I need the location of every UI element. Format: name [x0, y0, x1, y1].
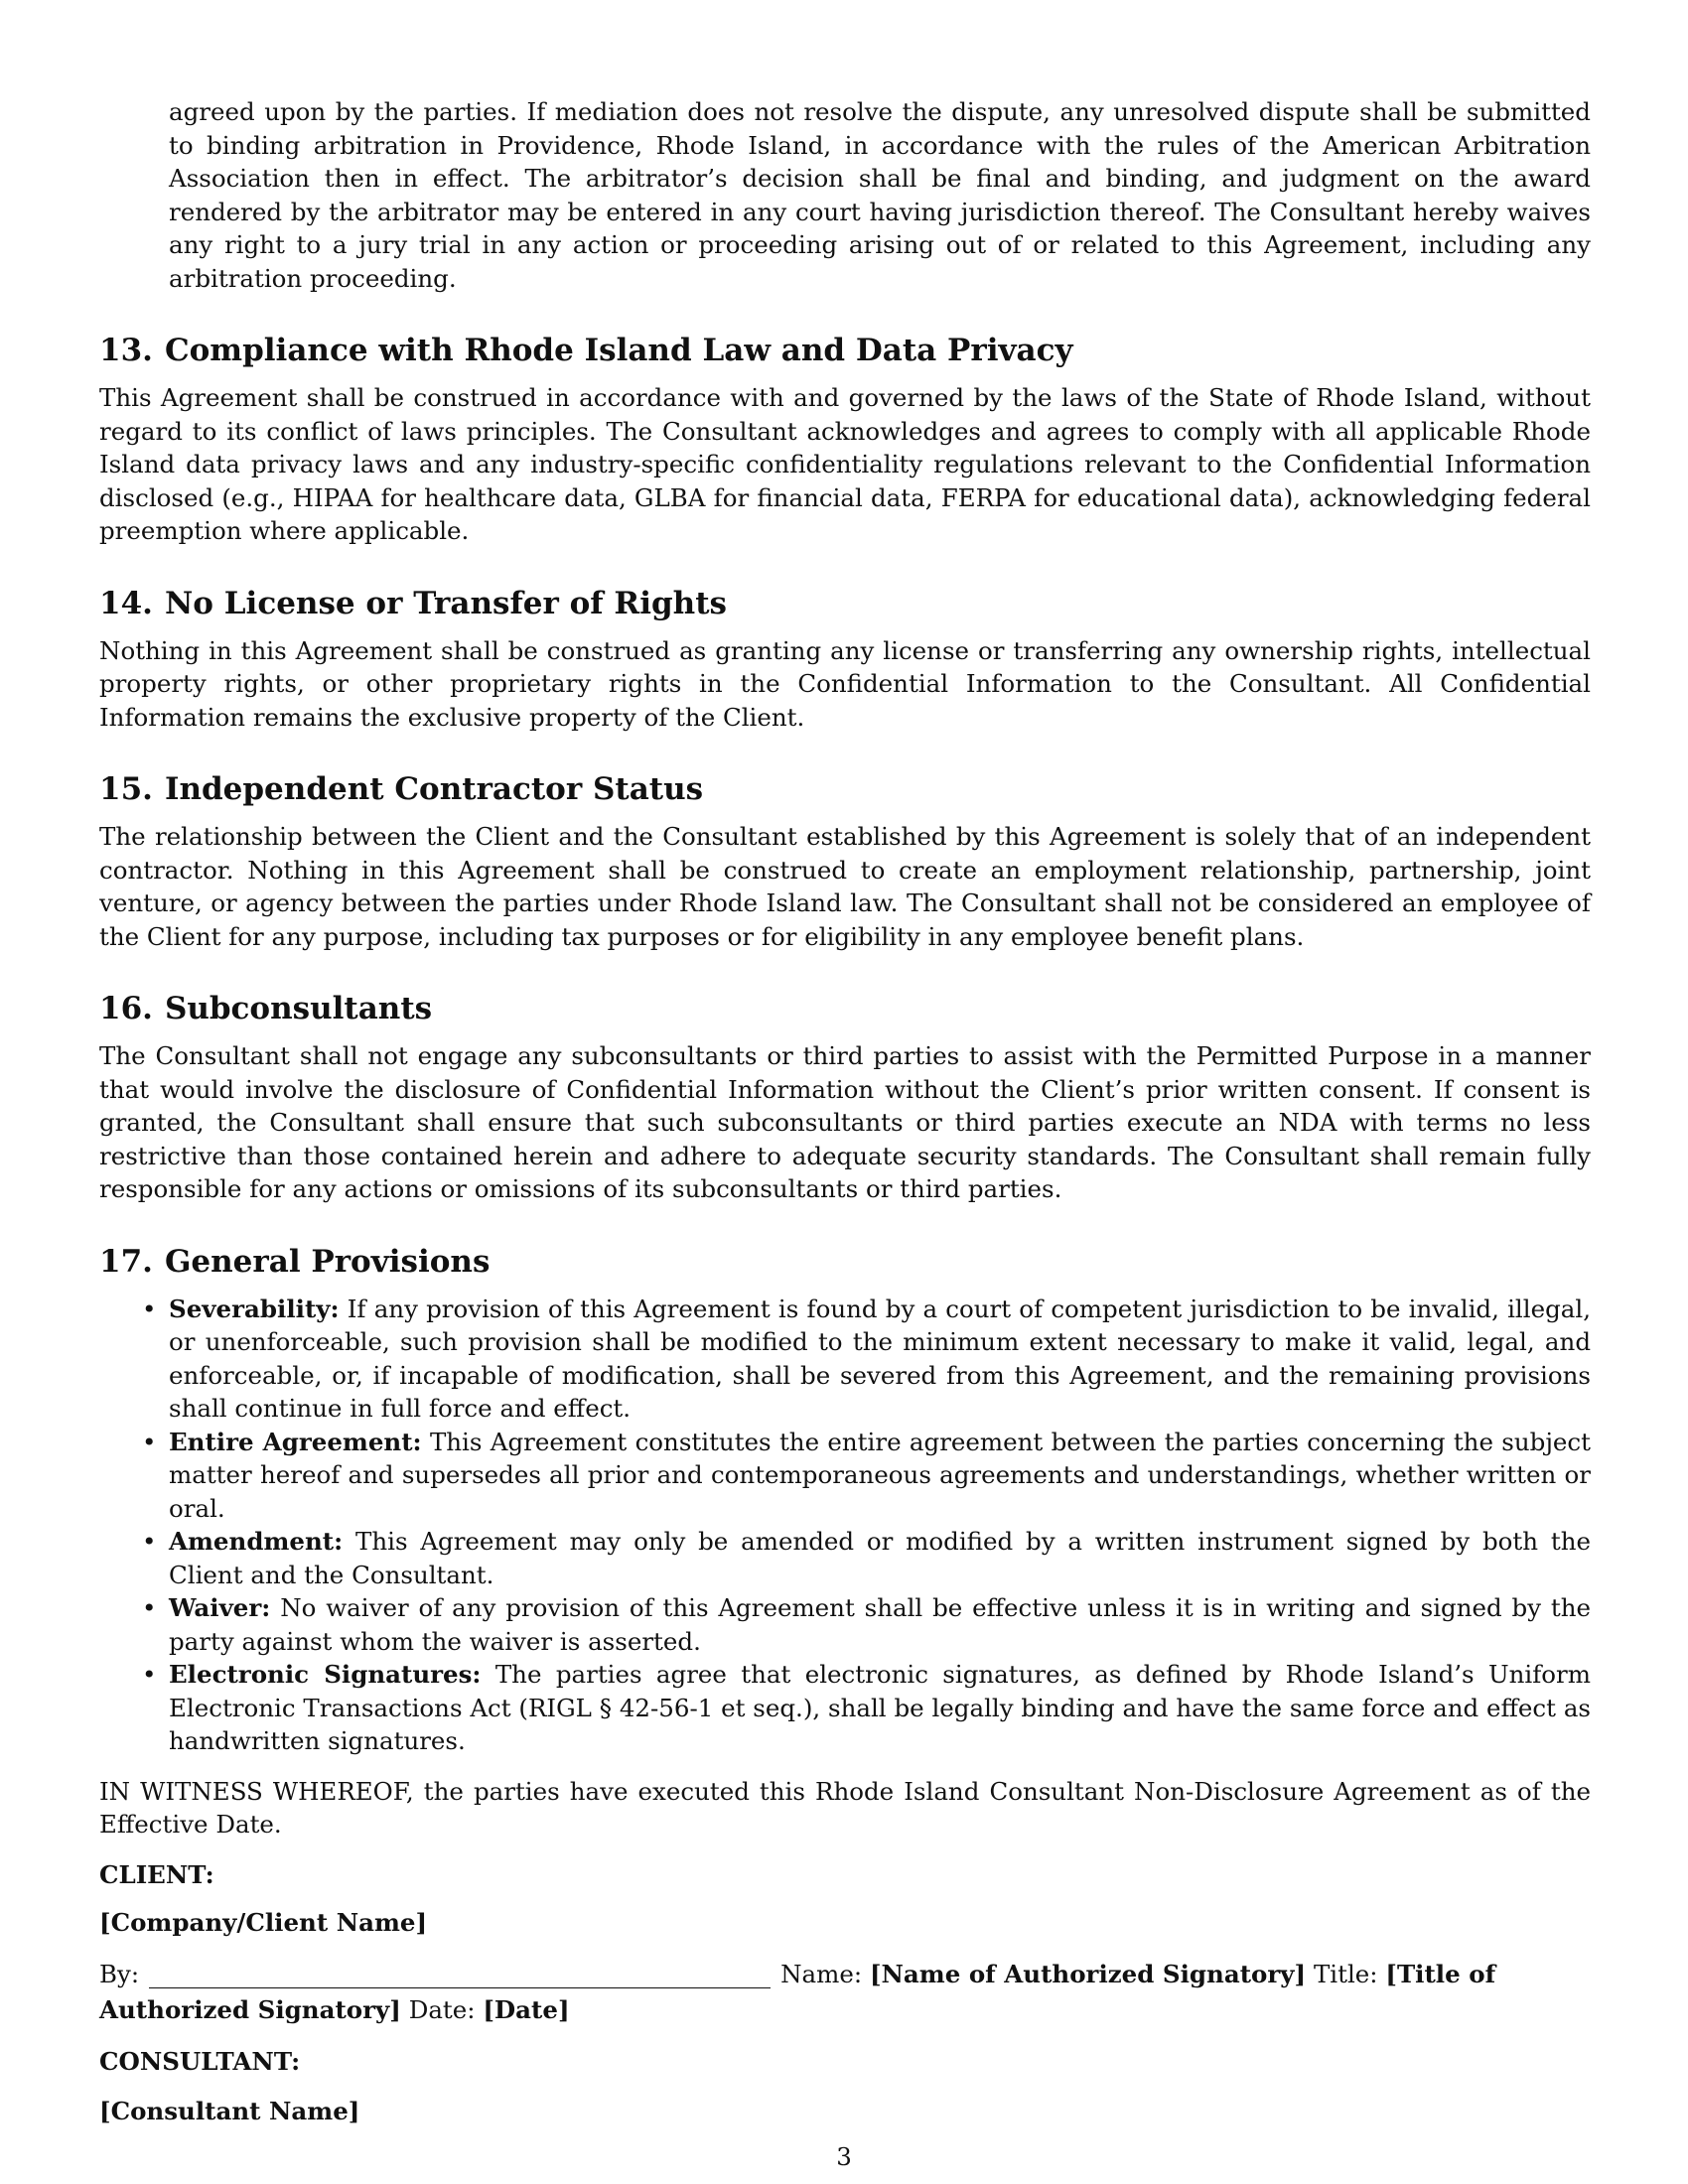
list-item [169, 1426, 1591, 1526]
list-item [169, 1658, 1591, 1758]
provision-text: This Agreement constitutes the entire agreement between the parties concerning the subject matter hereof and supersedes all prior and contemporaneous agreements and understandings, whether written or oral. [169, 1427, 1591, 1523]
by-label: By: [99, 1959, 140, 1988]
section-16-heading [99, 989, 1591, 1028]
provision-text: No waiver of any provision of this Agreement shall be effective unless it is in writing and signed by the party against whom the waiver is asserted. [169, 1593, 1591, 1656]
title-value: [Title of Authorized Signatory] [99, 1959, 1496, 2024]
section-title: No License or Transfer of Rights [164, 585, 727, 621]
section-title: General Provisions [164, 1243, 491, 1280]
section-16-body: The Consultant shall not engage any subconsultants or third parties to assist with the Permitted Purpose in a manner that would involve the disclosure of Confidential Information without the Client’s prior written consent. If consent is granted, the Consultant shall ensure that such subconsultants or third parties execute an NDA with terms no less restrictive than those contained herein and adhere to adequate security standards. The Consultant shall remain fully responsible for any actions or omissions of its subconsultants or third parties. [99, 1041, 1591, 1203]
provision-term: Severability: [169, 1294, 340, 1323]
signature-block [99, 1858, 1591, 2128]
signature-field[interactable] [149, 1966, 771, 1988]
section-14-body: Nothing in this Agreement shall be construed as granting any license or transferring any ownership rights, intellectual property rights, or other proprietary rights in the Confidential Information to the Consultant. All Confidential Information remains the exclusive property of the Client. [99, 635, 1591, 732]
section-15-body: The relationship between the Client and the Consultant established by this Agreement is solely that of an independent contractor. Nothing in this Agreement shall be construed to create an employment relationship, partnership, joint venture, or agency between the parties under Rhode Island law. The Consultant shall not be considered an employee of the Client for any purpose, including tax purposes or for eligibility in any employee benefit plans. [99, 822, 1591, 951]
section-number: 17. [99, 1243, 153, 1280]
section-17-heading [99, 1242, 1591, 1282]
section-title: Subconsultants [164, 991, 433, 1026]
section-number: 13. [99, 333, 153, 368]
document-body [99, 95, 1591, 2128]
consultant-name: [Consultant Name] [99, 2097, 360, 2125]
witness-paragraph: IN WITNESS WHEREOF, the parties have executed this Rhode Island Consultant Non-Disclosure Agreement as of the Effective Date. [99, 1776, 1591, 1839]
date-label: Date: [408, 1994, 476, 2024]
list-item [169, 1293, 1591, 1426]
name-label: Name: [780, 1959, 863, 1988]
title-label: Title: [1313, 1959, 1378, 1988]
client-name: [Company/Client Name] [99, 1908, 428, 1937]
provision-term: Entire Agreement: [169, 1427, 422, 1456]
provision-text: If any provision of this Agreement is found by a court of competent jurisdiction to be invalid, illegal, or unenforceable, such provision shall be modified to the minimum extent necessary to make it valid, legal, and enforceable, or, if incapable of modification, shall be severed from this Agreement, and the remaining provisions shall continue in full force and effect. [169, 1294, 1591, 1423]
list-item [169, 1591, 1591, 1658]
general-provisions-list [99, 1293, 1591, 1758]
section-number: 14. [99, 585, 153, 621]
page-number: 3 [836, 2142, 852, 2171]
section-number: 15. [99, 771, 153, 807]
section-15-heading [99, 769, 1591, 809]
section-title: Independent Contractor Status [164, 771, 704, 807]
section-number: 16. [99, 991, 153, 1026]
section-14-heading [99, 584, 1591, 623]
provision-text: This Agreement may only be amended or modified by a written instrument signed by both the Client and the Consultant. [169, 1527, 1591, 1589]
consultant-heading: CONSULTANT: [99, 2046, 301, 2076]
name-value: [Name of Authorized Signatory] [869, 1959, 1307, 1988]
section-title: Compliance with Rhode Island Law and Data Privacy [164, 333, 1073, 368]
client-signature-line [99, 1957, 1591, 2028]
provision-term: Electronic Signatures: [169, 1660, 482, 1689]
provision-text: The parties agree that electronic signatures, as defined by Rhode Island’s Uniform Electronic Transactions Act (RIGL § 42-56-1 et seq.), shall be legally binding and have the same force and effect as handwritten signatures. [169, 1660, 1591, 1755]
provision-term: Waiver: [169, 1593, 271, 1622]
intro-paragraph: agreed upon by the parties. If mediation does not resolve the dispute, any unresolved dispute shall be submitted to binding arbitration in Providence, Rhode Island, in accordance with the rules of the American Arbitration Association then in effect. The arbitrator’s decision shall be final and binding, and judgment on the award rendered by the arbitrator may be entered in any court having jurisdiction thereof. The Consultant hereby waives any right to a jury trial in any action or proceeding arising out of or related to this Agreement, including any arbitration proceeding. [169, 97, 1591, 293]
client-heading: CLIENT: [99, 1859, 214, 1889]
provision-term: Amendment: [169, 1527, 344, 1556]
list-item [169, 1525, 1591, 1591]
section-13-heading [99, 331, 1591, 370]
date-value: [Date] [483, 1994, 570, 2024]
section-13-body: This Agreement shall be construed in accordance with and governed by the laws of the State of Rhode Island, without regard to its conflict of laws principles. The Consultant acknowledges and agrees to comply with all applicable Rhode Island data privacy laws and any industry-specific confidentiality regulations relevant to the Confidential Information disclosed (e.g., HIPAA for healthcare data, GLBA for financial data, FERPA for educational data), acknowledging federal preemption where applicable. [99, 383, 1591, 545]
